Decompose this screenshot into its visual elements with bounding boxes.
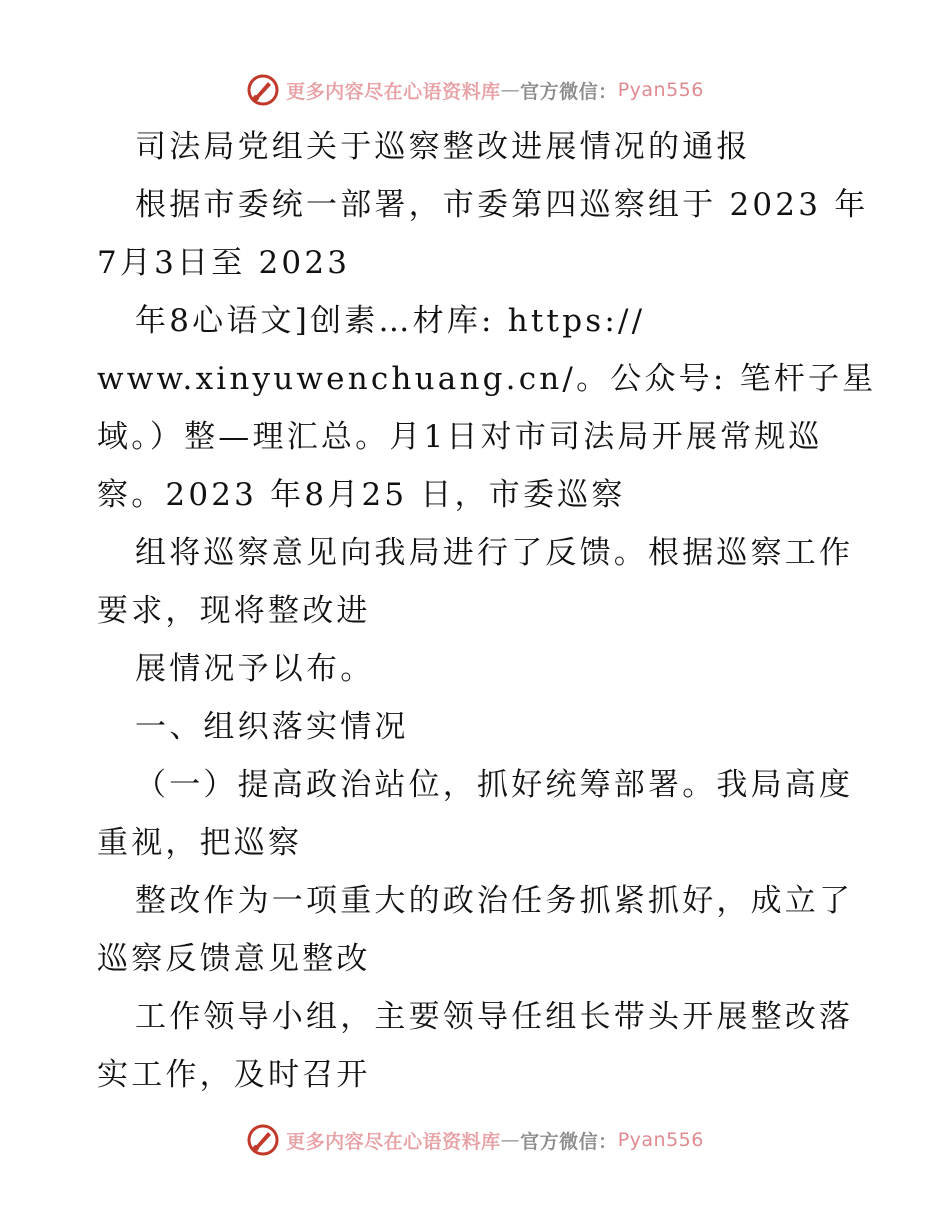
document-title: 司法局党组关于巡察整改进展情况的通报 xyxy=(135,129,751,165)
paragraph-line: 7月3日至 2023 xyxy=(97,245,351,281)
paragraph-line: 巡察反馈意见整改 xyxy=(97,941,371,977)
paragraph-line: 察。2023 年8月25 日，市委巡察 xyxy=(97,477,626,513)
paragraph-line: 展情况予以布。 xyxy=(135,651,375,687)
watermark-sub-text: 官方微信： xyxy=(520,1130,618,1153)
paragraph-line: 根据市委统一部署，市委第四巡察组于 2023 年 xyxy=(135,187,869,223)
footer-watermark xyxy=(0,1120,950,1160)
watermark-sub-text: 官方微信： xyxy=(520,80,618,103)
paragraph-line: 域。）整—理汇总。月1日对市司法局开展常规巡 xyxy=(97,419,823,455)
paragraph-line: 重视，把巡察 xyxy=(97,825,303,861)
document-body xyxy=(97,118,877,1104)
section-heading: 一、组织落实情况 xyxy=(135,709,409,745)
watermark-separator: — xyxy=(500,79,521,101)
brush-logo-icon xyxy=(246,73,280,107)
paragraph-line: 年8心语文]创素…材库: https:// xyxy=(135,303,646,339)
header-watermark xyxy=(0,70,950,110)
paragraph-line: 要求，现将整改进 xyxy=(97,593,371,629)
watermark-main-text: 更多内容尽在心语资料库 xyxy=(286,1130,501,1153)
paragraph-line: 实工作，及时召开 xyxy=(97,1057,371,1093)
paragraph-line: 组将巡察意见向我局进行了反馈。根据巡察工作 xyxy=(135,535,854,571)
paragraph-line: 工作领导小组，主要领导任组长带头开展整改落 xyxy=(135,999,854,1035)
paragraph-line: （一）提高政治站位，抓好统筹部署。我局高度 xyxy=(135,767,854,803)
watermark-separator: — xyxy=(500,1129,521,1151)
watermark-wechat-id: Pyan556 xyxy=(617,79,704,101)
watermark-main-text: 更多内容尽在心语资料库 xyxy=(286,80,501,103)
brush-logo-icon xyxy=(246,1123,280,1157)
paragraph-line: www.xinyuwenchuang.cn/。公众号: 笔杆子星 xyxy=(97,361,877,397)
watermark-wechat-id: Pyan556 xyxy=(617,1129,704,1151)
paragraph-line: 整改作为一项重大的政治任务抓紧抓好，成立了 xyxy=(135,883,854,919)
